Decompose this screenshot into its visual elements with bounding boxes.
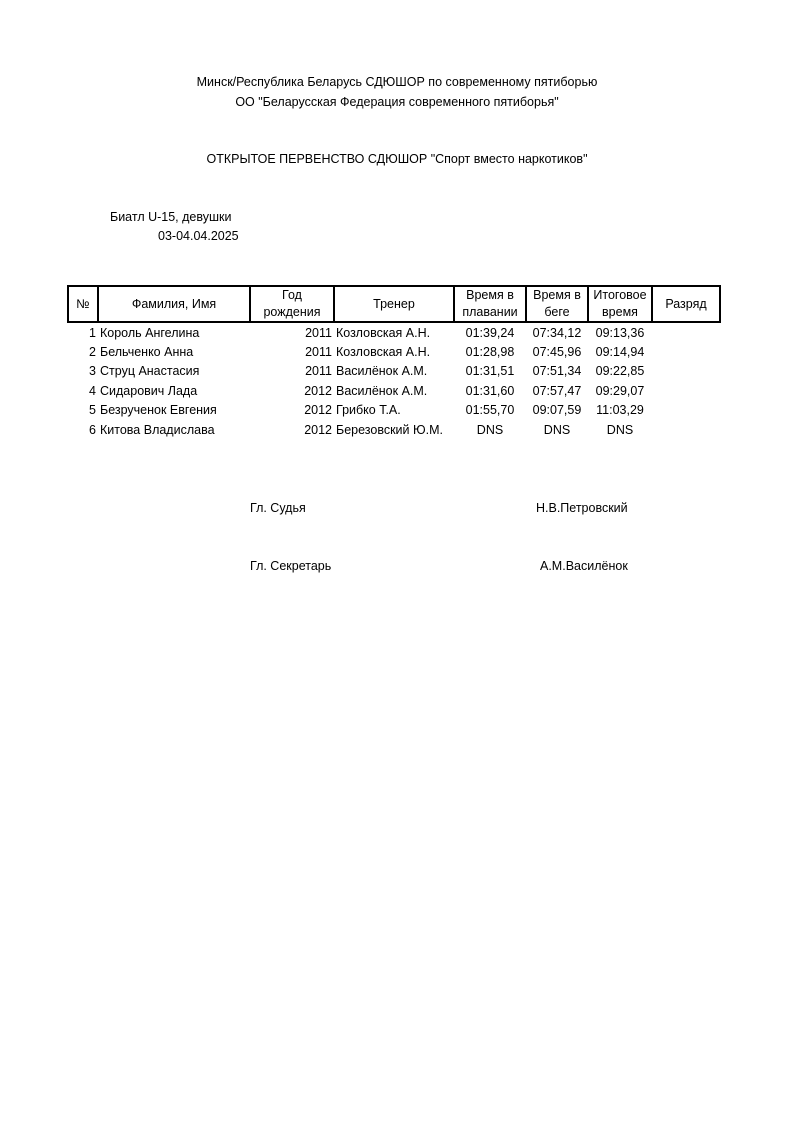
cell-coach: Козловская А.Н.	[336, 345, 431, 360]
header-birth-year-line1: Год	[282, 288, 302, 302]
header-run-time	[526, 286, 588, 322]
table-row	[68, 362, 720, 381]
cell-name: Король Ангелина	[100, 325, 200, 340]
cell-total-time: 09:29,07	[595, 383, 645, 398]
table-row	[68, 322, 720, 342]
header-rank: Разряд	[652, 286, 720, 322]
chief-judge-name: Н.В.Петровский	[536, 501, 628, 515]
header-birth-year-line2: рождения	[263, 305, 321, 319]
header-birth-year	[250, 286, 334, 322]
cell-total-time: 09:13,36	[595, 325, 645, 340]
cell-number: 5	[89, 403, 96, 418]
header-swim-line1: Время в	[466, 288, 514, 302]
cell-number: 3	[89, 364, 96, 379]
cell-birth-year: 2011	[305, 345, 332, 360]
cell-total-time: 09:14,94	[595, 345, 645, 360]
cell-run-time: DNS	[543, 422, 571, 437]
cell-number: 2	[89, 345, 96, 360]
table-row	[68, 420, 720, 439]
competition-title: ОТКРЫТОЕ ПЕРВЕНСТВО СДЮШОР "Спорт вместо наркотиков"	[206, 152, 588, 166]
cell-rank	[652, 420, 720, 439]
cell-coach: Грибко Т.А.	[336, 403, 401, 418]
cell-total-time: DNS	[606, 422, 634, 437]
cell-swim-time: 01:28,98	[465, 345, 515, 360]
cell-name: Безрученок Евгения	[100, 403, 217, 418]
cell-coach: Березовский Ю.М.	[336, 422, 443, 437]
cell-name: Струц Анастасия	[100, 364, 200, 379]
table-row	[68, 381, 720, 400]
cell-swim-time: 01:31,51	[465, 364, 515, 379]
event-date: 03-04.04.2025	[158, 229, 239, 243]
chief-secretary-title: Гл. Секретарь	[250, 559, 332, 573]
cell-run-time: 07:45,96	[532, 345, 582, 360]
cell-rank	[652, 362, 720, 381]
header-name: Фамилия, Имя	[98, 286, 250, 322]
cell-run-time: 07:34,12	[532, 325, 582, 340]
table-row	[68, 342, 720, 361]
cell-swim-time: 01:31,60	[465, 383, 515, 398]
cell-total-time: 11:03,29	[596, 403, 644, 418]
cell-birth-year: 2012	[304, 403, 332, 418]
header-run-line2: беге	[544, 305, 570, 319]
cell-birth-year: 2011	[305, 364, 332, 379]
cell-swim-time: 01:55,70	[465, 403, 515, 418]
header-swim-line2: плавании	[462, 305, 518, 319]
header-total-time	[588, 286, 652, 322]
cell-number: 4	[89, 383, 96, 398]
header-total-line1: Итоговое	[593, 288, 647, 302]
results-table	[67, 285, 721, 439]
cell-number: 1	[89, 325, 96, 340]
cell-run-time: 07:51,34	[532, 364, 582, 379]
chief-secretary-name: А.М.Василёнок	[540, 559, 628, 573]
cell-name: Сидарович Лада	[100, 383, 198, 398]
federation-line: ОО "Беларусская Федерация современного пятиборья"	[235, 95, 559, 109]
header-total-line2: время	[602, 305, 638, 319]
organization-line: Минск/Республика Беларусь СДЮШОР по современному пятиборью	[196, 75, 598, 89]
cell-total-time: 09:22,85	[595, 364, 645, 379]
header-run-line1: Время в	[533, 288, 581, 302]
chief-judge-title: Гл. Судья	[250, 501, 306, 515]
cell-name: Китова Владислава	[100, 422, 215, 437]
cell-birth-year: 2012	[304, 383, 332, 398]
cell-coach: Василёнок А.М.	[336, 364, 428, 379]
event-name: Биатл U-15, девушки	[110, 210, 232, 224]
cell-run-time: 07:57,47	[532, 383, 582, 398]
cell-coach: Козловская А.Н.	[336, 325, 431, 340]
cell-name: Бельченко Анна	[100, 345, 194, 360]
cell-run-time: 09:07,59	[532, 403, 582, 418]
header-number: №	[68, 286, 98, 322]
cell-rank	[652, 401, 720, 420]
cell-rank	[652, 322, 720, 342]
cell-swim-time: DNS	[476, 422, 504, 437]
cell-swim-time: 01:39,24	[465, 325, 515, 340]
table-header-row	[68, 286, 720, 322]
cell-birth-year: 2012	[304, 422, 332, 437]
table-row	[68, 401, 720, 420]
header-swim-time	[454, 286, 526, 322]
cell-birth-year: 2011	[305, 325, 332, 340]
cell-coach: Василёнок А.М.	[336, 383, 428, 398]
header-coach: Тренер	[334, 286, 454, 322]
cell-rank	[652, 342, 720, 361]
cell-number: 6	[89, 422, 96, 437]
cell-rank	[652, 381, 720, 400]
